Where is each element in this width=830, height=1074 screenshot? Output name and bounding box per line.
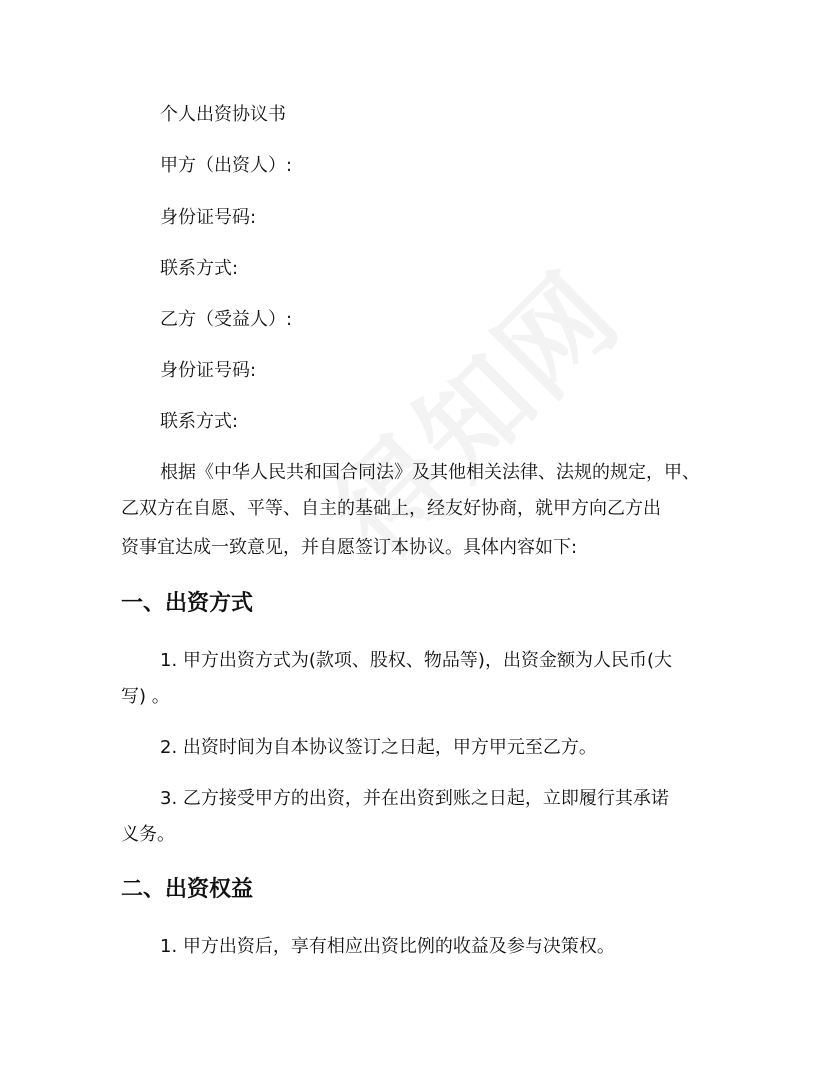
intro-paragraph-line: 乙双方在自愿、平等、自主的基础上，经友好协商，就甲方向乙方出 (121, 498, 661, 519)
clause-line: 1. 甲方出资方式为(款项、股权、物品等)，出资金额为人民币(大 (160, 650, 672, 671)
document-title: 个人出资协议书 (160, 104, 286, 125)
party-b-id-label: 身份证号码: (160, 360, 257, 381)
section-heading-investment-rights: 二、出资权益 (121, 877, 254, 902)
section-heading-investment-method: 一、出资方式 (121, 591, 254, 616)
party-a-contact-label: 联系方式: (160, 258, 239, 279)
intro-paragraph-line: 根据《中华人民共和国合同法》及其他相关法律、法规的规定，甲、 (160, 462, 700, 483)
intro-paragraph-line: 资事宜达成一致意见，并自愿签订本协议。具体内容如下: (121, 537, 578, 558)
clause-line: 写) 。 (121, 686, 170, 707)
clause-line: 义务。 (121, 824, 175, 845)
clause-line: 1. 甲方出资后，享有相应出资比例的收益及参与决策权。 (160, 936, 615, 957)
watermark (294, 232, 648, 586)
clause-line: 3. 乙方接受甲方的出资，并在出资到账之日起，立即履行其承诺 (160, 788, 669, 809)
party-b-label: 乙方（受益人）: (160, 309, 293, 330)
clause-line: 2. 出资时间为自本协议签订之日起，甲方甲元至乙方。 (160, 737, 597, 758)
party-a-label: 甲方（出资人）: (160, 155, 293, 176)
party-a-id-label: 身份证号码: (160, 207, 257, 228)
party-b-contact-label: 联系方式: (160, 411, 239, 432)
